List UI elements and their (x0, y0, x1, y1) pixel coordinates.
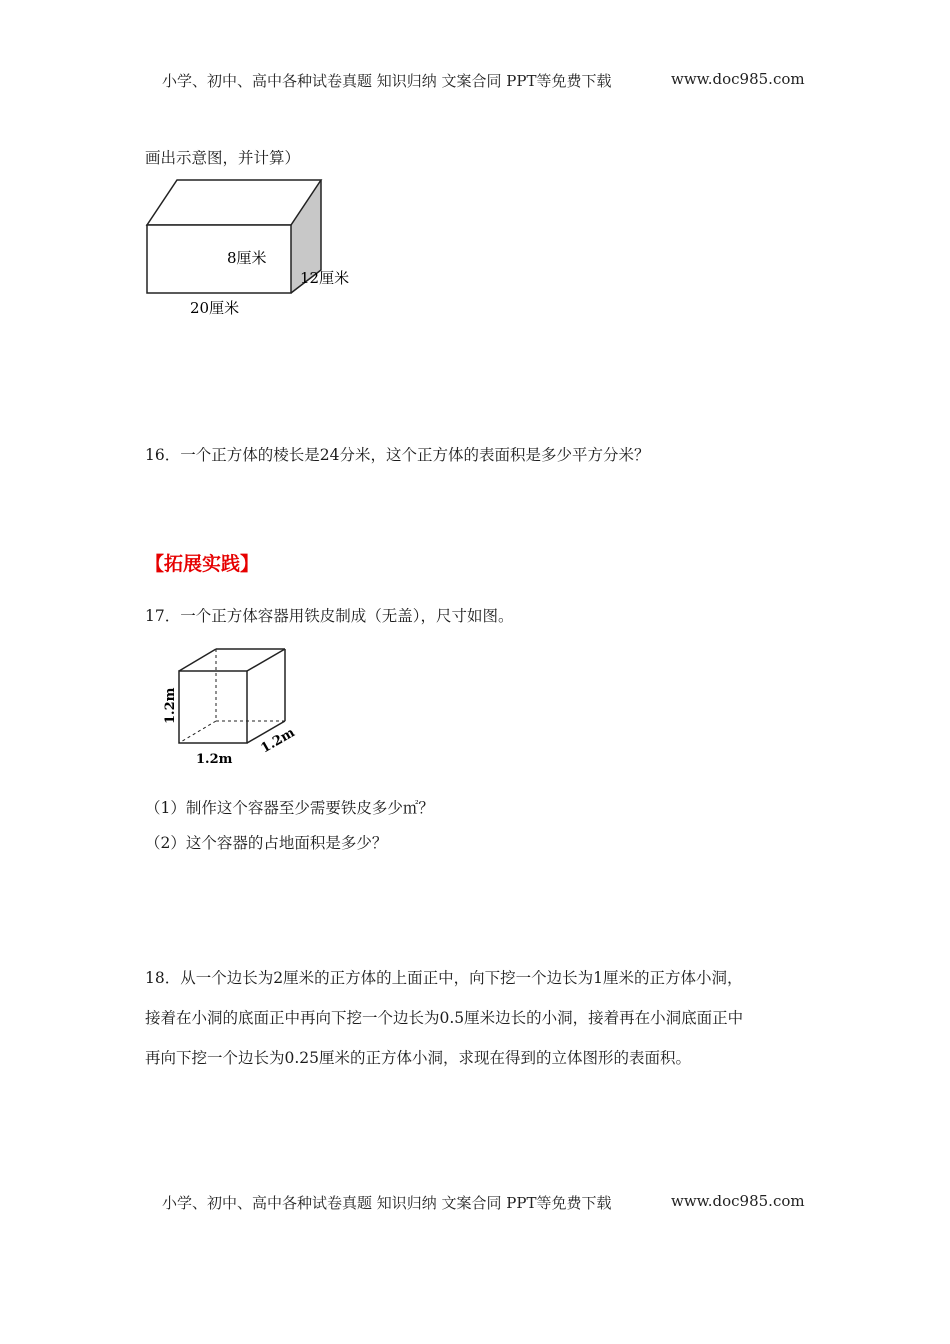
cube-front-face (179, 671, 247, 743)
cuboid-length-label: 20厘米 (190, 299, 240, 317)
question-18-line-1: 18．从一个边长为2厘米的正方体的上面正中，向下挖一个边长为1厘米的正方体小洞， (145, 969, 743, 987)
cube-hidden-edge (179, 721, 216, 743)
section-title: 【拓展实践】 (145, 553, 260, 575)
cuboid-depth-label: 12厘米 (300, 269, 350, 287)
cuboid-top-face (147, 180, 321, 225)
cube-figure (150, 640, 310, 770)
cuboid-front-face (147, 225, 291, 293)
cuboid-height-label: 8厘米 (227, 249, 267, 267)
cube-edge (247, 649, 285, 671)
question-17-part-2: （2）这个容器的占地面积是多少？ (145, 834, 388, 852)
continued-question-text: 画出示意图，并计算） (145, 149, 301, 167)
question-17-part-1: （1）制作这个容器至少需要铁皮多少㎡？ (145, 799, 434, 817)
cube-depth-label: 1.2m (258, 725, 298, 757)
question-16: 16．一个正方体的棱长是24分米，这个正方体的表面积是多少平方分米？ (145, 446, 650, 464)
header-site-link[interactable]: www.doc985.com (671, 70, 805, 88)
footer-site-link[interactable]: www.doc985.com (671, 1192, 805, 1210)
cube-edge (179, 649, 216, 671)
cuboid-figure (140, 175, 370, 325)
question-18-line-3: 再向下挖一个边长为0.25厘米的正方体小洞，求现在得到的立体图形的表面积。 (145, 1049, 692, 1067)
question-17-stem: 17．一个正方体容器用铁皮制成（无盖），尺寸如图。 (145, 607, 514, 625)
header-text: 小学、初中、高中各种试卷真题 知识归纳 文案合同 PPT等免费下载 (162, 72, 612, 90)
cube-width-label: 1.2m (196, 752, 233, 767)
question-18-line-2: 接着在小洞的底面正中再向下挖一个边长为0.5厘米边长的小洞，接着再在小洞底面正中 (145, 1009, 744, 1027)
cube-height-label: 1.2m (163, 687, 178, 724)
footer-text: 小学、初中、高中各种试卷真题 知识归纳 文案合同 PPT等免费下载 (162, 1194, 612, 1212)
